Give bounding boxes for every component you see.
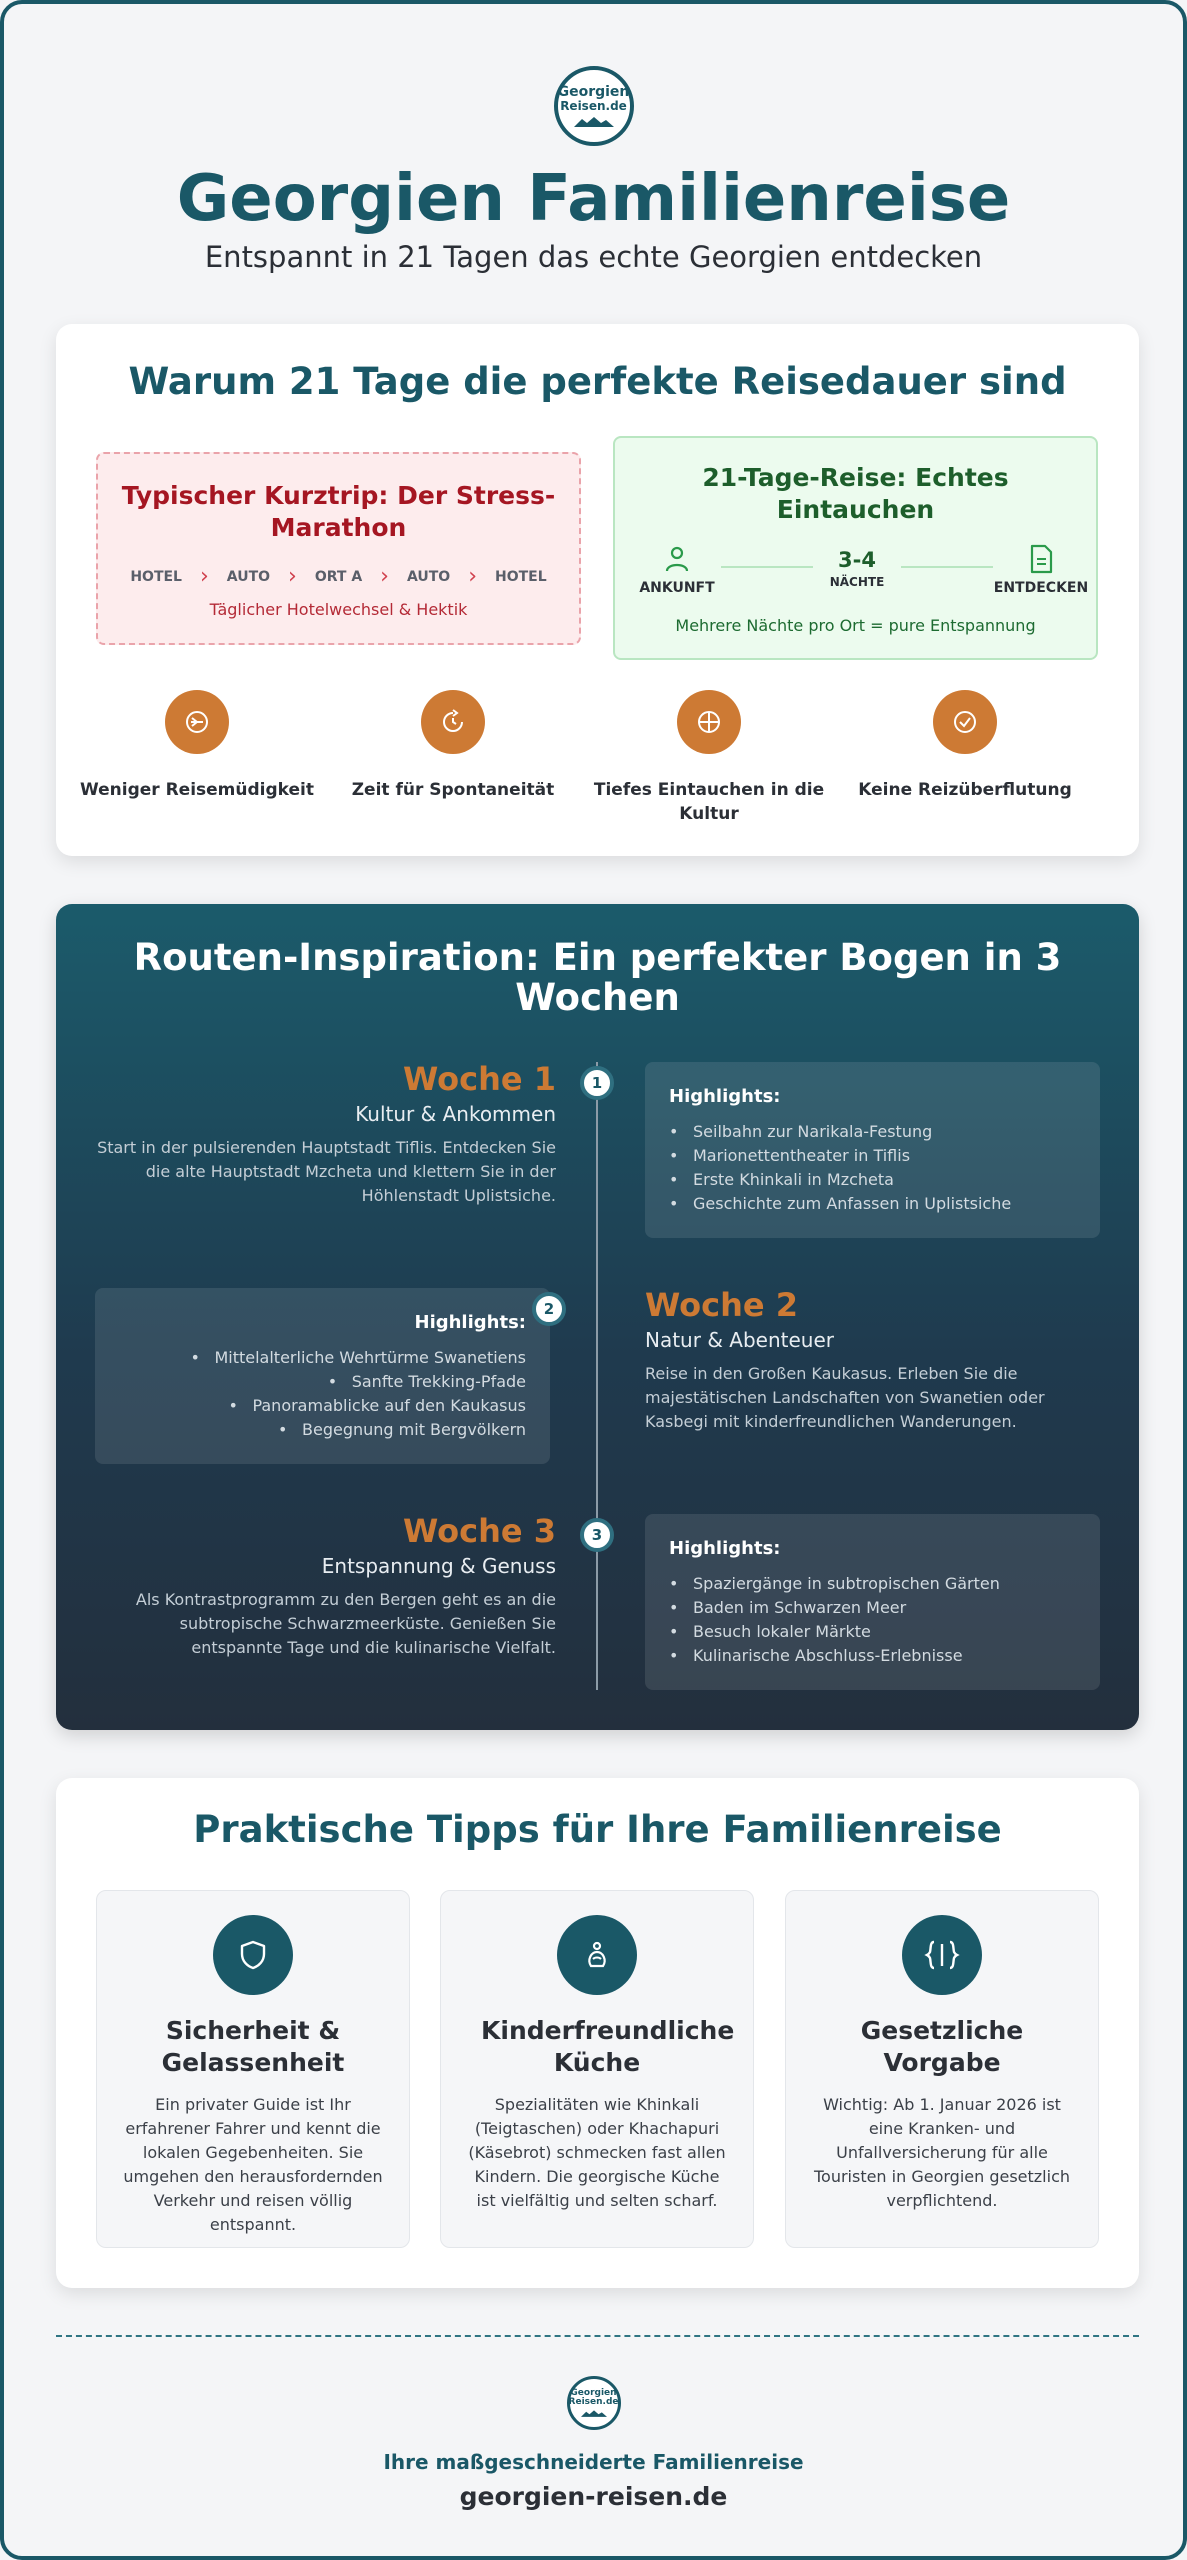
document-icon xyxy=(1027,544,1055,574)
benefit-item xyxy=(584,690,834,826)
tip-text: Ein privater Guide ist Ihr erfahrener Fahrer und kennt die lokalen Gegebenheiten. Sie umgehen den herausfordernden Verkehr und reisen völlig entspannt. xyxy=(123,2095,383,2234)
highlight-item: • Erste Khinkali in Mzcheta xyxy=(669,1168,1011,1192)
route-step: HOTEL xyxy=(495,568,547,585)
footer-divider xyxy=(56,2335,1139,2337)
route-section xyxy=(56,904,1139,1730)
progress-line xyxy=(721,566,813,568)
short-trip-box xyxy=(96,452,581,645)
page-subtitle: Entspannt in 21 Tagen das echte Georgien entdecken xyxy=(204,240,983,274)
timeline-marker: 3 xyxy=(580,1518,614,1552)
dumpling-icon xyxy=(557,1915,637,1995)
route-title: Routen-Inspiration: Ein perfekter Bogen in 3 Wochen xyxy=(133,936,1062,1019)
long-trip-note: Mehrere Nächte pro Ort = pure Entspannung xyxy=(675,616,1036,635)
highlight-item: • Panoramablicke auf den Kaukasus xyxy=(190,1394,526,1418)
benefit-item xyxy=(72,690,322,802)
highlight-item: • Seilbahn zur Narikala-Festung xyxy=(669,1120,1011,1144)
person-icon xyxy=(662,544,692,574)
week-theme: Natur & Abenteuer xyxy=(645,1328,834,1352)
why-section xyxy=(56,324,1139,856)
week-description: Reise in den Großen Kaukasus. Erleben Sie die majestätischen Landschaften von Swanetien oder Kasbegi mit kinderfreundlichen Wanderungen. xyxy=(645,1364,1045,1431)
tip-text: Wichtig: Ab 1. Januar 2026 ist eine Kranken- und Unfallversicherung für alle Touristen in Georgien gesetzlich verpflichtend. xyxy=(813,2095,1071,2210)
timeline-marker: 2 xyxy=(532,1292,566,1326)
chevron-right-icon: › xyxy=(288,564,297,589)
week-label: Woche 2 xyxy=(645,1286,798,1324)
short-trip-note: Täglicher Hotelwechsel & Hektik xyxy=(209,600,468,619)
route-step: AUTO xyxy=(226,568,271,585)
footer-tagline: Ihre maßgeschneiderte Familienreise xyxy=(383,2450,804,2474)
week-description: Start in der pulsierenden Hauptstadt Tiflis. Entdecken Sie die alte Hauptstadt Mzcheta und klettern Sie in der Höhlenstadt Uplistsiche. xyxy=(97,1138,556,1205)
benefit-item xyxy=(840,690,1090,802)
highlight-item: • Geschichte zum Anfassen in Uplistsiche xyxy=(669,1192,1011,1216)
route-chain xyxy=(98,564,579,589)
benefit-label: Keine Reizüberflutung xyxy=(858,780,1072,800)
tip-card xyxy=(440,1890,754,2248)
week-3-highlights xyxy=(645,1514,1100,1690)
chevron-right-icon: › xyxy=(380,564,389,589)
highlights-list xyxy=(669,1572,1000,1668)
chevron-right-icon: › xyxy=(468,564,478,589)
timeline-line xyxy=(596,1062,598,1690)
tip-card xyxy=(785,1890,1099,2248)
tips-title: Praktische Tipps für Ihre Familienreise xyxy=(193,1808,1002,1851)
logo-line-2: Reisen.de xyxy=(560,99,627,114)
benefit-item xyxy=(328,690,578,802)
refresh-clock-icon xyxy=(421,690,485,754)
benefit-label: Tiefes Eintauchen in die Kultur xyxy=(593,780,825,824)
nights-value: 3-4 xyxy=(838,548,876,572)
chevron-right-icon: › xyxy=(199,564,209,589)
highlights-title: Highlights: xyxy=(669,1086,781,1107)
route-step: ORT A xyxy=(314,568,363,585)
highlight-item: • Sanfte Trekking-Pfade xyxy=(190,1370,526,1394)
tip-title: Kinderfreundliche Küche xyxy=(481,2016,735,2077)
tip-text: Spezialitäten wie Khinkali (Teigtaschen) oder Khachapuri (Käsebrot) schmecken fast allen Kindern. Die georgische Küche ist vielfältig und selten scharf. xyxy=(468,2095,726,2210)
timeline-marker: 1 xyxy=(580,1066,614,1100)
reduce-icon xyxy=(165,690,229,754)
highlight-item: • Besuch lokaler Märkte xyxy=(669,1620,1000,1644)
nights-label: NÄCHTE xyxy=(829,575,885,589)
benefit-label: Weniger Reisemüdigkeit xyxy=(79,780,314,800)
week-3-text xyxy=(96,1512,556,1660)
highlights-title: Highlights: xyxy=(669,1538,781,1559)
arrival-step xyxy=(639,544,715,596)
page-title: Georgien Familienreise xyxy=(176,162,1011,236)
highlight-item: • Baden im Schwarzen Meer xyxy=(669,1596,1000,1620)
nights-block xyxy=(825,548,889,589)
logo xyxy=(554,66,634,146)
law-icon xyxy=(902,1915,982,1995)
week-1-highlights xyxy=(645,1062,1100,1238)
tip-title: Sicherheit & Gelassenheit xyxy=(161,2016,345,2077)
benefit-label: Zeit für Spontaneität xyxy=(351,780,555,800)
highlight-item: • Kulinarische Abschluss-Erlebnisse xyxy=(669,1644,1000,1668)
highlights-list xyxy=(190,1346,526,1442)
highlight-item: • Marionettentheater in Tiflis xyxy=(669,1144,1011,1168)
highlights-list xyxy=(669,1120,1011,1216)
long-trip-title: 21-Tage-Reise: Echtes Eintauchen xyxy=(702,463,1009,524)
highlight-item: • Mittelalterliche Wehrtürme Swanetiens xyxy=(190,1346,526,1370)
highlight-item: • Begegnung mit Bergvölkern xyxy=(190,1418,526,1442)
discover-label: ENTDECKEN xyxy=(993,580,1089,596)
logo-line-2: Reisen.de xyxy=(568,2397,619,2407)
tip-title: Gesetzliche Vorgabe xyxy=(860,2016,1024,2077)
week-description: Als Kontrastprogramm zu den Bergen geht es an die subtropische Schwarzmeerküste. Genießen Sie entspannte Tage und die kulinarische Vielfalt. xyxy=(135,1590,556,1657)
week-1-text xyxy=(96,1060,556,1208)
logo-line-1: Georgien xyxy=(557,84,630,101)
arrival-label: ANKUNFT xyxy=(639,580,715,596)
long-trip-box xyxy=(613,436,1098,660)
highlights-title: Highlights: xyxy=(414,1312,526,1333)
discover-step xyxy=(991,544,1091,596)
tip-card xyxy=(96,1890,410,2248)
short-trip-title: Typischer Kurztrip: Der Stress-Marathon xyxy=(121,481,556,542)
week-theme: Entspannung & Genuss xyxy=(321,1554,556,1578)
week-theme: Kultur & Ankommen xyxy=(355,1102,556,1126)
shield-icon xyxy=(213,1915,293,1995)
check-circle-icon xyxy=(933,690,997,754)
tips-section xyxy=(56,1778,1139,2288)
week-label: Woche 3 xyxy=(403,1512,556,1550)
footer-domain[interactable]: georgien-reisen.de xyxy=(459,2482,728,2511)
logo-line-1: Georgien xyxy=(570,2387,617,2398)
route-step: AUTO xyxy=(406,568,451,585)
globe-icon xyxy=(677,690,741,754)
week-label: Woche 1 xyxy=(403,1060,556,1098)
logo-scene-icon xyxy=(581,2409,607,2417)
week-2-highlights xyxy=(95,1288,550,1464)
footer-logo xyxy=(567,2376,621,2430)
progress-line xyxy=(901,566,993,568)
why-title: Warum 21 Tage die perfekte Reisedauer sind xyxy=(128,360,1067,403)
week-2-text xyxy=(645,1286,1105,1434)
route-step: HOTEL xyxy=(130,568,182,585)
highlight-item: • Spaziergänge in subtropischen Gärten xyxy=(669,1572,1000,1596)
logo-scene-icon xyxy=(574,115,614,127)
